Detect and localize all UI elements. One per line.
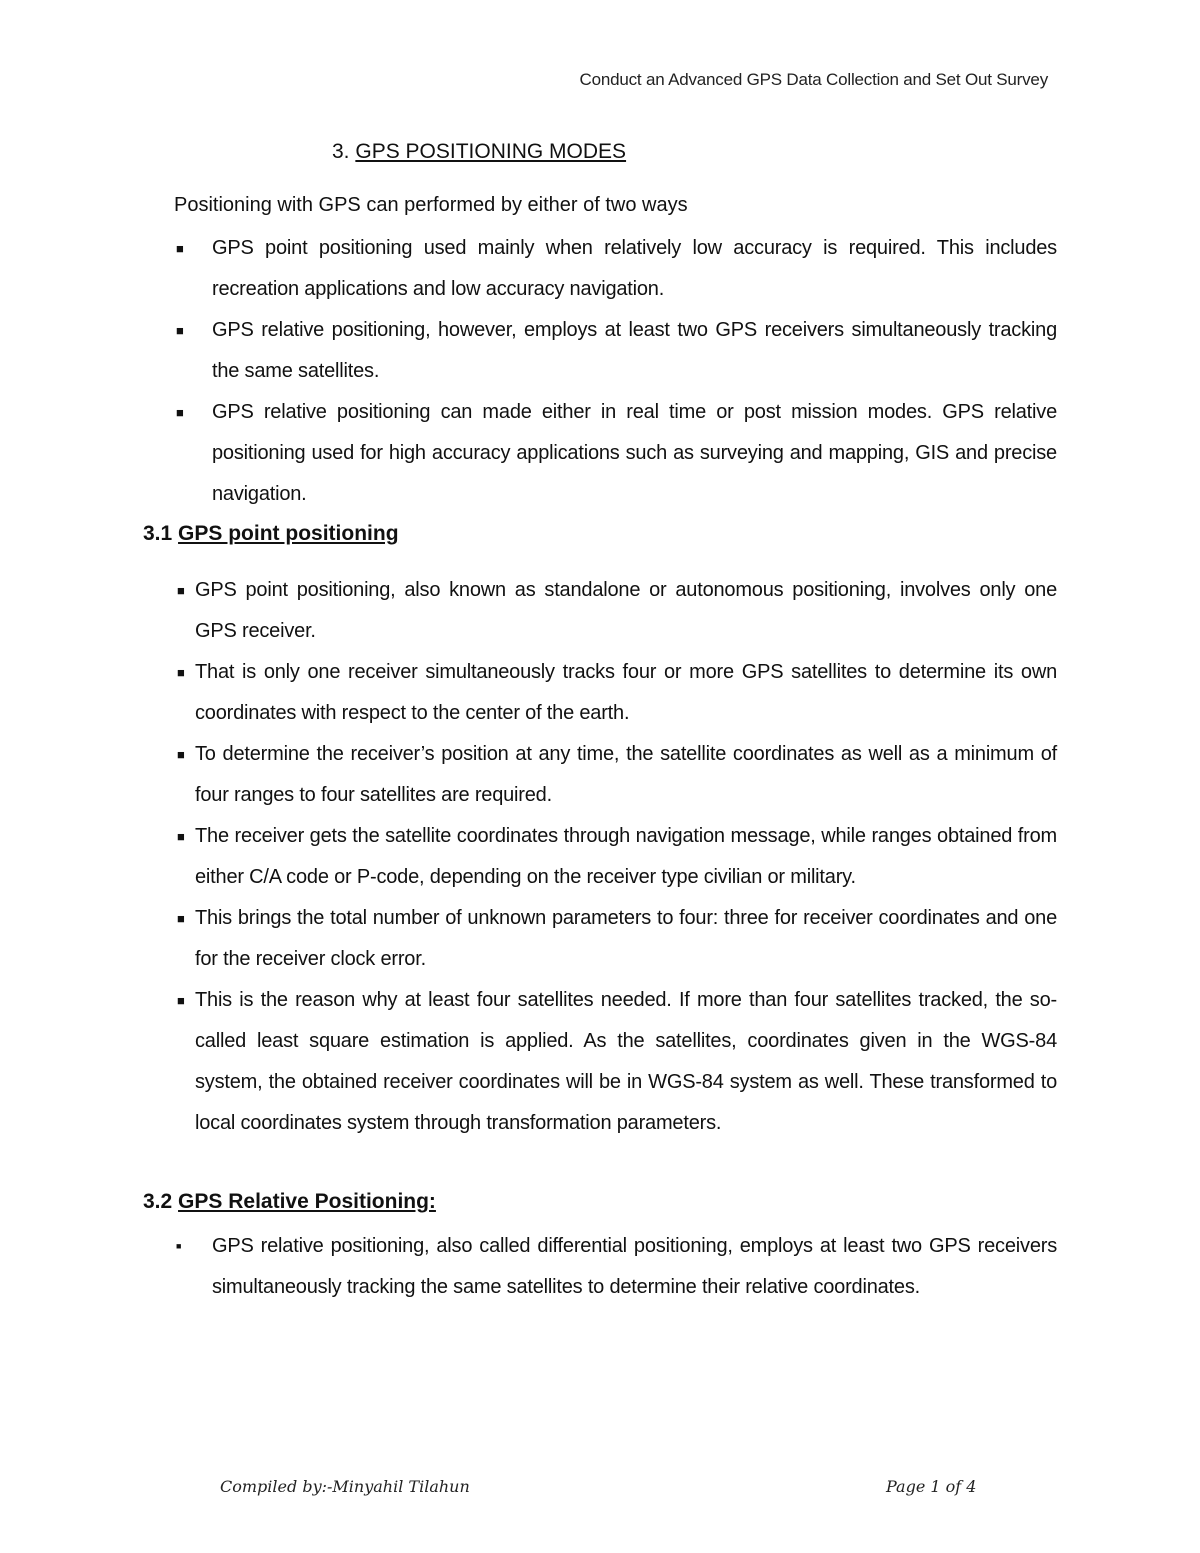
subsection-heading-2 bbox=[143, 1190, 436, 1214]
bullet-square-icon: ■ bbox=[177, 911, 185, 926]
subsection-number: 3.2 bbox=[143, 1190, 173, 1213]
subsection1-bullet-list bbox=[0, 570, 1057, 1144]
subsection2-bullet-list bbox=[0, 1226, 1057, 1308]
section-title-text: GPS POSITIONING MODES bbox=[355, 140, 627, 163]
bullet-square-icon: ■ bbox=[177, 829, 185, 844]
list-item: ■ GPS relative positioning, however, employs at least two GPS receivers simultaneously tracking the same satellites. bbox=[212, 310, 1057, 392]
list-item: ■ That is only one receiver simultaneously tracks four or more GPS satellites to determine its own coordinates with respect to the center of the earth. bbox=[195, 652, 1057, 734]
subsection-title: GPS Relative Positioning: bbox=[178, 1190, 436, 1213]
list-item: ■ The receiver gets the satellite coordinates through navigation message, while ranges obtained from either C/A code or P-code, depending on the receiver type civilian or military. bbox=[195, 816, 1057, 898]
bullet-square-icon: ■ bbox=[177, 747, 185, 762]
bullet-square-icon: ■ bbox=[176, 1241, 182, 1251]
list-item: ■ This brings the total number of unknown parameters to four: three for receiver coordinates and one for the receiver clock error. bbox=[195, 898, 1057, 980]
bullet-square-icon: ■ bbox=[177, 665, 185, 680]
section-intro: Positioning with GPS can performed by either of two ways bbox=[174, 194, 688, 216]
section-number: 3. bbox=[332, 140, 350, 163]
footer-page-number: Page 1 of 4 bbox=[886, 1477, 977, 1496]
list-item: ■ GPS relative positioning can made either in real time or post mission modes. GPS relative positioning used for high accuracy applications such as surveying and mapping, GIS and precise navigation. bbox=[212, 392, 1057, 515]
list-item: ■ GPS point positioning used mainly when relatively low accuracy is required. This includes recreation applications and low accuracy navigation. bbox=[212, 228, 1057, 310]
subsection-number: 3.1 bbox=[143, 522, 173, 545]
footer-compiled-by: Compiled by:-Minyahil Tilahun bbox=[220, 1477, 470, 1496]
subsection-heading-1 bbox=[143, 522, 399, 546]
bullet-square-icon: ■ bbox=[176, 241, 184, 256]
bullet-square-icon: ■ bbox=[177, 993, 185, 1008]
running-header: Conduct an Advanced GPS Data Collection and Set Out Survey bbox=[579, 70, 1048, 89]
list-item: ■ GPS relative positioning, also called differential positioning, employs at least two GPS receivers simultaneously tracking the same satellites to determine their relative coordinates. bbox=[212, 1226, 1057, 1308]
list-item: ■ To determine the receiver’s position at any time, the satellite coordinates as well as a minimum of four ranges to four satellites are required. bbox=[195, 734, 1057, 816]
bullet-square-icon: ■ bbox=[176, 405, 184, 420]
section-title bbox=[332, 140, 626, 164]
bullet-square-icon: ■ bbox=[176, 323, 184, 338]
list-item: ■ This is the reason why at least four satellites needed. If more than four satellites tracked, the so-called least square estimation is applied. As the satellites, coordinates given in the WGS-84 system, the obtained receiver coordinates will be in WGS-84 system as well. These transformed to local coordinates system through transformation parameters. bbox=[195, 980, 1057, 1144]
section-bullet-list bbox=[0, 228, 1057, 515]
bullet-square-icon: ■ bbox=[177, 583, 185, 598]
subsection-title: GPS point positioning bbox=[178, 522, 399, 545]
list-item: ■ GPS point positioning, also known as standalone or autonomous positioning, involves only one GPS receiver. bbox=[195, 570, 1057, 652]
